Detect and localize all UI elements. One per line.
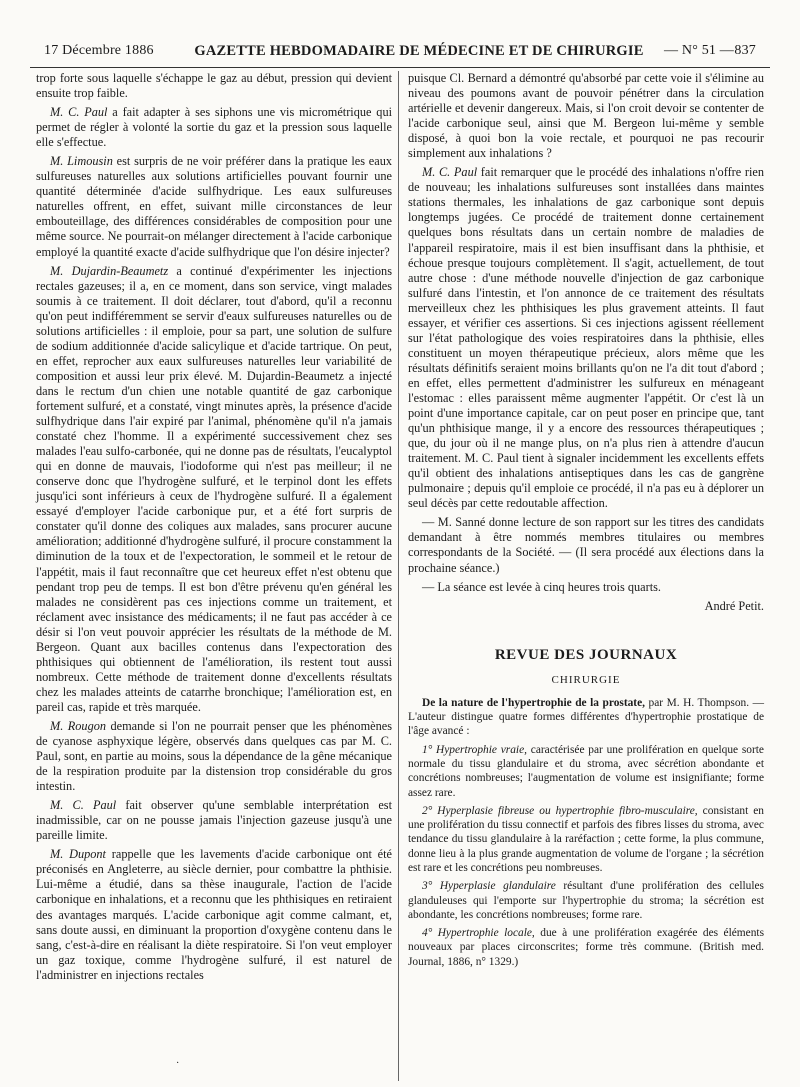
paragraph: — La séance est levée à cinq heures trois quarts.: [422, 579, 662, 594]
issue-date: 17 Décembre 1886: [44, 43, 154, 58]
list-item: 4° Hypertrophie locale, due à une prolifération exagérée des éléments nouveaux par places circonscrites; forme très commune. (British med. Journal, 1886, n° 1329.): [408, 927, 764, 968]
paragraph: M. Rougon demande si l'on ne pourrait penser que les phénomènes de cyanose asphyxique légère, observés dans quelques cas par M. C. Paul, sont, en partie au moins, sous la dépendance de la gêne mécanique de la respiration produite par la distension trop considérable du gros intestin.: [36, 718, 392, 794]
paragraph: trop forte sous laquelle s'échappe le gaz au début, pression qui devient ensuite trop faible.: [36, 71, 392, 101]
section-title: REVUE DES JOURNAUX: [494, 646, 678, 663]
paragraph: M. C. Paul a fait adapter à ses siphons une vis micrométrique qui permet de régler à volonté la sortie du gaz et la pression sous laquelle elle s'effectue.: [36, 105, 393, 150]
paragraph: M. Dupont rappelle que les lavements d'acide carbonique ont été préconisés en Angleterre, au siècle dernier, pour combattre la phthisie. Lui-même a étudié, dans sa thèse inaugurale, l'action de l'acide carbonique en inhalations, et a reconnu que les phthisiques en retiraient des avantages marqués. L'acide carbonique agit comme calmant, et, sans doute aussi, en diminuant la proportion d'oxygène contenu dans le sang, c'est-à-dire en réalisant la diète respiratoire. Si l'on veut employer un gaz toxique, comme l'hydrogène sulfuré, il est naturel de l'administrer en injections rectales: [36, 847, 392, 982]
right-column: [408, 71, 764, 973]
signature: André Petit.: [704, 598, 764, 613]
paragraph: M. Dujardin-Beaumetz a continué d'expérimenter les injections rectales gazeuses; il a, en ce moment, dans son service, vingt malades soumis à ce traitement. Il doit déclarer, tout d'abord, qu'il a reconnu qu'on peut indifféremment se servir d'eaux sulfureuses naturelles ou de solutions artificielles : il emploie, pour sa part, une solution de sulfure de sodium additionnée d'acide salicylique et d'acide tartrique. On peut, en effet, reprocher aux eaux sulfureuses naturelles leur variabilité de composition et aussi leur prix élevé. M. Dujardin-Beaumetz a injecté dans le rectum d'un chien une notable quantité de gaz carbonique fortement sulfuré, et a constaté, vingt minutes après, la présence d'acide sulfhydrique dans l'air expiré par l'animal, phénomène qu'il n'a jamais constaté chez l'homme. Il a expérimenté successivement chez ses malades l'eau sulfo-carbonée, qui ne donne pas de résultats, l'eucalyptol qui en donne de mauvais, l'iodoforme qui n'est pas meilleur; il ne conserve donc que l'hydrogène sulfuré, et le terpinol dont les effets jusqu'ici sont inférieurs à ceux de l'hydrogène sulfuré. Il a également essayé d'employer l'acide carbonique pur, et a été fort surpris de constater qu'il donne des coliques aux malades, sans procurer aucune amélioration; additionné d'hydrogène sulfuré, il procure constamment la diminution de la toux et de l'expectoration, le sommeil et le retour de l'appétit, mais il faut reconnaître que cet heureux effet n'est obtenu que pendant trop peu de temps. Il est bon d'être prévenu qu'en général les malades ne considèrent pas ces injections comme un traitement, et réclament avec insistance des médicaments; il ne faut pas accéder à ce désir si l'on veut pouvoir apprécier les résultats de la méthode de M. Bergeon. Quant aux bacilles contenus dans l'expectoration des phthisiques qui obtiennent de l'amélioration, ils restent tout aussi nombreux. Cette méthode de traitement donne d'excellents résultats chez les malades atteints de catarrhe bronchique; l'amélioration est, en pareil cas, rapide et très marquée.: [36, 263, 392, 714]
page-mark: ·: [176, 1058, 180, 1069]
list-item: 1° Hypertrophie vraie, caractérisée par une prolifération en quelque sorte normale du tissu glandulaire et du stroma, avec sécrétion abondante et concrétions nombreuses; l'augmentation de volume est insignifiante; forme assez rare.: [408, 743, 764, 799]
header-rule: [30, 67, 770, 68]
list-item: 3° Hyperplasie glandulaire résultant d'une prolifération des cellules glanduleuses qui l'emporte sur l'hypertrophie du stroma; la sécrétion est abondante, les concrétions nombreuses; forme rare.: [408, 880, 764, 921]
subsection-title: CHIRURGIE: [551, 673, 621, 686]
paragraph: M. C. Paul fait remarquer que le procédé des inhalations n'offre rien de nouveau; les inhalations sulfureuses sont installées dans maintes stations thermales, les inhalations de gaz carbonique sont depuis longtemps jugées. Ce procédé de traitement donne certainement quelques bons résultats dans un certain nombre de maladies de l'appareil respiratoire, mais il est bien insuffisant dans la phthisie, et échoue presque toujours complètement. Il s'agit, actuellement, de tout autre chose : d'une méthode nouvelle d'injection de gaz carbonique sulfuré dans l'intestin, et l'on annonce de ce traitement des résultats merveilleux chez les phthisiques les plus gravement atteints. Il faut essayer, et vérifier ces assertions. Si ces injections agissent réellement sur l'état pathologique des voies respiratoires dans la phthisie, elles constituent un moyen thérapeutique précieux, alors même que les résultats définitifs seraient moins brillants qu'on ne l'a dit tout d'abord ; en effet, elles permettent d'administrer les sulfureux en ménageant l'estomac : elles paraissent même augmenter l'appétit. Or c'est là un point d'une importance capitale, car on peut poser en principe que, tant qu'un phthisique mange, il y a encore des ressources thérapeutiques ; que, du jour où il ne mange plus, on n'a plus rien à attendre d'aucun traitement. M. C. Paul tient à signaler incidemment les excellents effets qu'il obtient des inhalations antiseptiques dans les cas de gangrène pulmonaire ; depuis qu'il emploie ce procédé, il n'a pas eu à déplorer un seul décès par cette redoutable affection.: [408, 165, 764, 511]
page-header: [44, 40, 756, 66]
article-intro: De la nature de l'hypertrophie de la prostate, par M. H. Thompson. — L'auteur distingue quatre formes différentes d'hypertrophie prostatique de l'âge avancé :: [408, 696, 764, 738]
paragraph: M. Limousin est surpris de ne voir préférer dans la pratique les eaux sulfureuses naturelles aux solutions artificielles pouvant fournir une quantité déterminée d'acide sulfhydrique. Les eaux sulfureuses naturelles offrent, en effet, suivant mille circonstances de leur embouteillage, des différences considérables de composition pour une même source. Ne pourrait-on mélanger directement à l'acide carbonique employé la quantité exacte d'acide sulfhydrique que l'on désire injecter?: [36, 154, 392, 259]
left-column: [36, 71, 392, 987]
list-item: 2° Hyperplasie fibreuse ou hypertrophie fibro-musculaire, consistant en une prolifération du tissu connectif et parfois des fibres lisses du stroma, avec tendance du tissu glandulaire à la raréfaction ; cette forme, la plus commune, donne lieu à la plus grande augmentation de volume de l'organe ; la sécrétion est rare et les concrétions peu nombreuses.: [408, 804, 764, 874]
page-number: 837: [734, 43, 756, 58]
journal-title: GAZETTE HEBDOMADAIRE DE MÉDECINE ET DE CHIRURGIE: [194, 43, 644, 59]
paragraph: puisque Cl. Bernard a démontré qu'absorbé par cette voie il s'élimine au niveau des poumons avant de pouvoir pénétrer dans la circulation artérielle et devenir dangereux. Mais, si l'on croit devoir se contenter de l'acide carbonique seul, ainsi que M. Bergeon lui-même y semble disposé, à quoi bon la voie rectale, et pourquoi ne pas recourir simplement aux inhalations ?: [408, 71, 764, 161]
paragraph: — M. Sanné donne lecture de son rapport sur les titres des candidats demandant à être nommés membres titulaires ou membres correspondants de la Société. — (Il sera procédé aux élections dans la prochaine séance.): [408, 515, 764, 575]
column-divider: [398, 71, 399, 1081]
paragraph: M. C. Paul fait observer qu'une semblable interprétation est inadmissible, car on ne pousse jamais l'injection gazeuse jusqu'à une pareille limite.: [36, 798, 393, 843]
issue-number: — N° 51 —: [664, 43, 735, 58]
